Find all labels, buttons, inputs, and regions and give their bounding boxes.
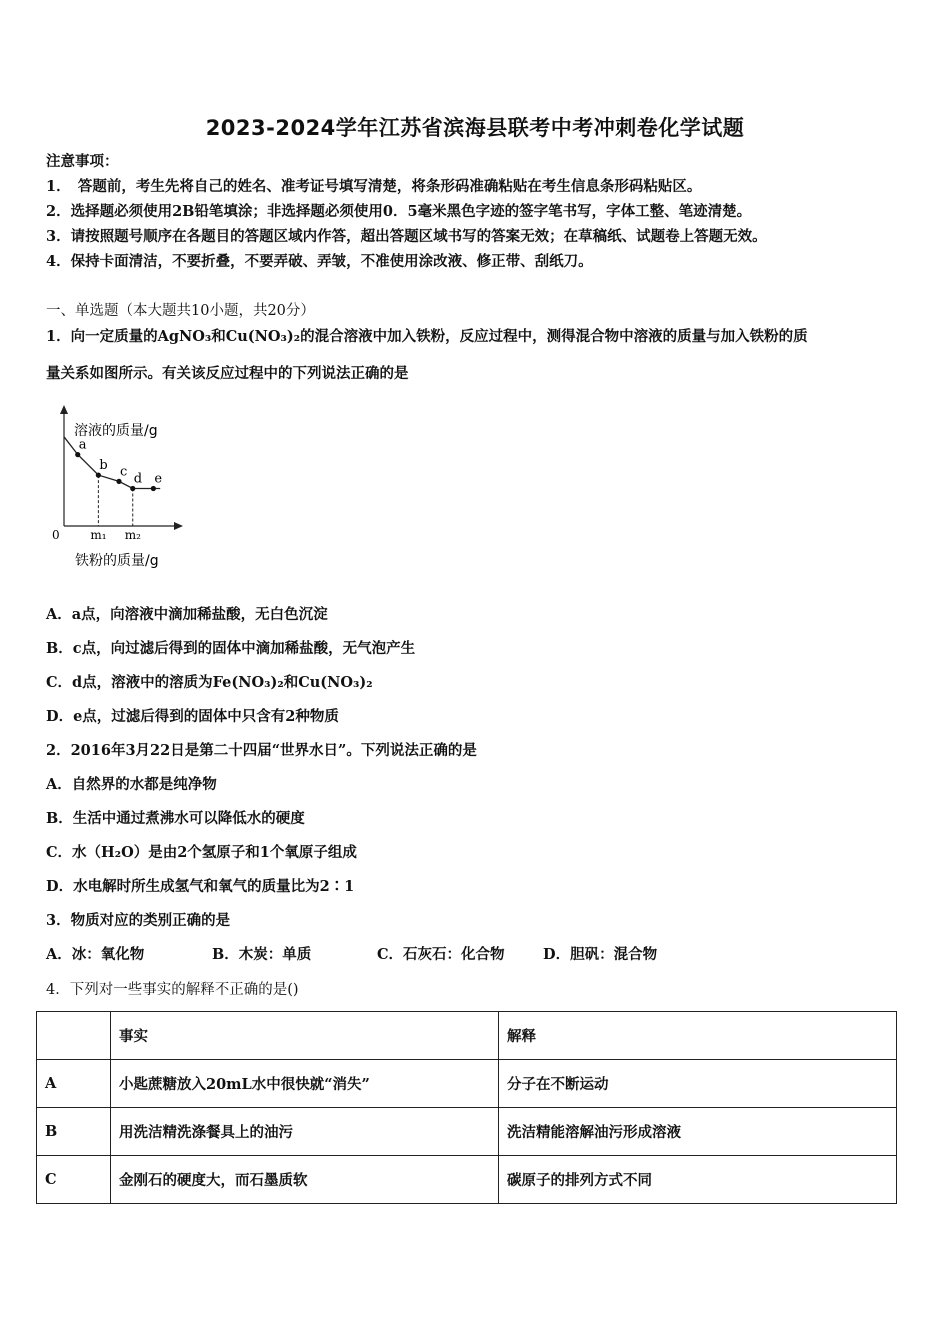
point-e: [151, 486, 156, 491]
q2-option-c[interactable]: C．水（H₂O）是由2个氢原子和1个氧原子组成: [46, 844, 357, 861]
table-cell: A: [37, 1060, 111, 1108]
table-cell: 金刚石的硬度大，而石墨质软: [111, 1156, 499, 1204]
q1-option-b[interactable]: B．c点，向过滤后得到的固体中滴加稀盐酸，无气泡产生: [46, 640, 416, 657]
table-row: [37, 1108, 897, 1156]
table-cell: C: [37, 1156, 111, 1204]
table-header-cell: 解释: [499, 1012, 897, 1060]
x-tick-label-m1: m₁: [90, 528, 107, 542]
question-1-stem: 1．向一定质量的AgNO₃和Cu(NO₃)₂的混合溶液中加入铁粉，反应过程中，测得混合物中溶液的质量与加入铁粉的质: [46, 328, 808, 345]
notice-item: 1． 答题前，考生先将自己的姓名、准考证号填写清楚，将条形码准确粘贴在考生信息条形码粘贴区。: [46, 178, 702, 195]
table-cell: 用洗洁精洗涤餐具上的油污: [111, 1108, 499, 1156]
point-b: [96, 473, 101, 478]
table-header-row: [37, 1012, 897, 1060]
y-axis-label: 溶液的质量/g: [74, 423, 158, 439]
x-axis-label: 铁粉的质量/g: [75, 553, 159, 569]
origin-label: 0: [52, 528, 60, 542]
q2-option-a[interactable]: A．自然界的水都是纯净物: [46, 776, 217, 793]
table-header-cell: 事实: [111, 1012, 499, 1060]
x-tick-label-m2: m₂: [124, 528, 141, 542]
question-3-stem: 3．物质对应的类别正确的是: [46, 912, 231, 929]
exam-title: 2023-2024学年江苏省滨海县联考中考冲刺卷化学试题: [205, 116, 745, 140]
q1-option-c[interactable]: C．d点，溶液中的溶质为Fe(NO₃)₂和Cu(NO₃)₂: [46, 674, 373, 691]
point-label-a: a: [78, 437, 87, 453]
point-a: [75, 452, 80, 457]
table-row: [37, 1060, 897, 1108]
table-cell: B: [37, 1108, 111, 1156]
y-axis-arrow: [60, 405, 68, 414]
q3-option-c[interactable]: C．石灰石：化合物: [377, 946, 505, 963]
mass-chart: [42, 402, 202, 577]
table-header-cell: [37, 1012, 111, 1060]
notice-item: 4．保持卡面清洁，不要折叠，不要弄破、弄皱，不准使用涂改液、修正带、刮纸刀。: [46, 253, 593, 270]
point-c: [116, 479, 121, 484]
point-d: [130, 486, 135, 491]
q3-option-d[interactable]: D．胆矾：混合物: [543, 946, 658, 963]
point-label-e: e: [154, 471, 163, 487]
question-2-stem: 2．2016年3月22日是第二十四届“世界水日”。下列说法正确的是: [46, 742, 477, 759]
question-1-stem-continued: 量关系如图所示。有关该反应过程中的下列说法正确的是: [46, 365, 409, 382]
table-cell: 小匙蔗糖放入20mL水中很快就“消失”: [111, 1060, 499, 1108]
x-axis-arrow: [174, 522, 183, 530]
table-row: [37, 1156, 897, 1204]
q2-option-d[interactable]: D．水电解时所生成氢气和氧气的质量比为2∶1: [46, 878, 355, 895]
point-label-d: d: [133, 471, 143, 487]
notice-item: 2．选择题必须使用2B铅笔填涂；非选择题必须使用0．5毫米黑色字迹的签字笔书写，字体工整、笔迹清楚。: [46, 203, 752, 220]
notice-heading: 注意事项：: [46, 153, 119, 170]
q1-option-a[interactable]: A．a点，向溶液中滴加稀盐酸，无白色沉淀: [46, 606, 328, 623]
section-heading: 一、单选题（本大题共10小题，共20分）: [46, 303, 315, 319]
q2-option-b[interactable]: B．生活中通过煮沸水可以降低水的硬度: [46, 810, 305, 827]
q1-option-d[interactable]: D．e点，过滤后得到的固体中只含有2种物质: [46, 708, 339, 725]
table-cell: 碳原子的排列方式不同: [499, 1156, 897, 1204]
q3-option-b[interactable]: B．木炭：单质: [212, 946, 312, 963]
point-label-c: c: [120, 464, 128, 480]
point-label-b: b: [99, 458, 108, 474]
q3-option-a[interactable]: A．冰：氧化物: [46, 946, 145, 963]
facts-table: [36, 1011, 897, 1204]
table-cell: 分子在不断运动: [499, 1060, 897, 1108]
table-cell: 洗洁精能溶解油污形成溶液: [499, 1108, 897, 1156]
notice-item: 3．请按照题号顺序在各题目的答题区域内作答，超出答题区域书写的答案无效；在草稿纸、试题卷上答题无效。: [46, 228, 767, 245]
question-4-stem: 4．下列对一些事实的解释不正确的是(): [46, 982, 299, 998]
